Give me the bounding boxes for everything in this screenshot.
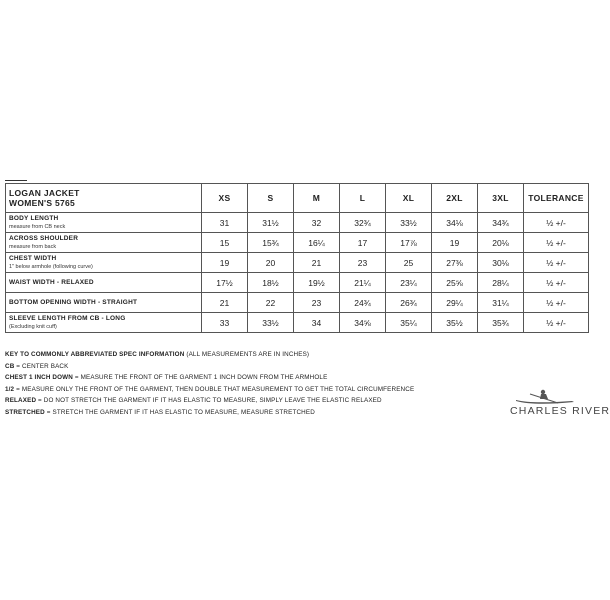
abbreviation-key xyxy=(5,349,475,418)
key-item xyxy=(5,384,475,396)
charles-river-logo xyxy=(510,388,610,422)
key-term: 1/2 xyxy=(5,385,15,393)
table-cell: 23 xyxy=(294,293,340,313)
column-header: 3XL xyxy=(478,184,524,213)
table-cell: 19½ xyxy=(294,273,340,293)
row-label xyxy=(6,293,202,313)
key-heading: KEY TO COMMONLY ABBREVIATED SPEC INFORMATION (ALL MEASUREMENTS ARE IN INCHES) xyxy=(5,351,310,358)
table-cell: 31 xyxy=(202,213,248,233)
key-item xyxy=(5,372,475,384)
table-cell: 17⅞ xyxy=(386,233,432,253)
tolerance-cell: ½ +/- xyxy=(524,273,589,293)
key-definition: = DO NOT STRETCH THE GARMENT IF IT HAS ELASTIC TO MEASURE, SIMPLY LEAVE THE ELASTIC RELAXED xyxy=(36,397,382,404)
table-cell: 33 xyxy=(202,313,248,333)
key-definition: = STRETCH THE GARMENT IF IT HAS ELASTIC TO MEASURE, MEASURE STRETCHED xyxy=(44,408,315,416)
table-cell: 28¼ xyxy=(478,273,524,293)
table-cell: 21 xyxy=(202,293,248,313)
table-cell: 22 xyxy=(248,293,294,313)
table-cell: 17 xyxy=(340,233,386,253)
table-cell: 30⅛ xyxy=(478,253,524,273)
row-label xyxy=(6,233,202,253)
column-header: L xyxy=(340,184,386,213)
key-definition: = MEASURE THE FRONT OF THE GARMENT 1 INCH DOWN FROM THE ARMHOLE xyxy=(72,374,328,381)
table-cell: 19 xyxy=(432,233,478,253)
table-cell: 34¾ xyxy=(478,213,524,233)
table-cell: 18½ xyxy=(248,273,294,293)
key-definition: = MEASURE ONLY THE FRONT OF THE GARMENT, THEN DOUBLE THAT MEASUREMENT TO GET THE TOTAL CIRCUMFERENCE xyxy=(14,385,415,393)
measurement-name: SLEEVE LENGTH FROM CB - LONG xyxy=(9,314,126,322)
key-term: CHEST 1 INCH DOWN xyxy=(5,374,73,381)
product-style: WOMEN'S 5765 xyxy=(9,198,76,208)
column-header: S xyxy=(248,184,294,213)
table-row xyxy=(6,253,589,273)
table-header-row xyxy=(6,184,589,213)
table-row xyxy=(6,293,589,313)
table-cell: 32¾ xyxy=(340,213,386,233)
key-term: STRETCHED xyxy=(5,408,45,416)
key-item xyxy=(5,361,475,373)
table-row xyxy=(6,213,589,233)
table-cell: 20⅛ xyxy=(478,233,524,253)
measurement-note: (Excluding knit cuff) xyxy=(9,323,57,330)
measurement-name: ACROSS SHOULDER xyxy=(9,234,79,242)
key-term: RELAXED xyxy=(5,397,37,404)
column-header: TOLERANCE xyxy=(524,184,589,213)
table-title xyxy=(6,184,202,213)
table-cell: 15¾ xyxy=(248,233,294,253)
table-cell: 31½ xyxy=(248,213,294,233)
table-cell: 31¼ xyxy=(478,293,524,313)
tolerance-cell: ½ +/- xyxy=(524,213,589,233)
column-header: XL xyxy=(386,184,432,213)
table-cell: 32 xyxy=(294,213,340,233)
table-cell: 34⅝ xyxy=(340,313,386,333)
table-cell: 29¼ xyxy=(432,293,478,313)
key-item xyxy=(5,395,475,407)
table-cell: 33½ xyxy=(386,213,432,233)
row-label xyxy=(6,213,202,233)
table-cell: 21 xyxy=(294,253,340,273)
tolerance-cell: ½ +/- xyxy=(524,293,589,313)
measurement-name: WAIST WIDTH - RELAXED xyxy=(9,279,94,286)
brand-name: CHARLES RIVER xyxy=(510,405,610,417)
table-cell: 20 xyxy=(248,253,294,273)
table-cell: 33½ xyxy=(248,313,294,333)
measurement-note: 1" below armhole (following curve) xyxy=(9,263,93,270)
table-row xyxy=(6,273,589,293)
table-cell: 26¾ xyxy=(386,293,432,313)
table-cell: 19 xyxy=(202,253,248,273)
top-rule xyxy=(5,180,27,181)
table-cell: 15 xyxy=(202,233,248,253)
column-header: M xyxy=(294,184,340,213)
key-item xyxy=(5,407,475,419)
measurement-note: measure from back xyxy=(9,243,57,250)
size-spec-table xyxy=(5,183,589,333)
table-cell: 24¾ xyxy=(340,293,386,313)
table-cell: 25 xyxy=(386,253,432,273)
table-cell: 21¼ xyxy=(340,273,386,293)
table-cell: 17½ xyxy=(202,273,248,293)
column-header: 2XL xyxy=(432,184,478,213)
measurement-name: BOTTOM OPENING WIDTH - STRAIGHT xyxy=(9,299,138,306)
tolerance-cell: ½ +/- xyxy=(524,233,589,253)
row-label xyxy=(6,273,202,293)
measurement-note: measure from CB neck xyxy=(9,223,66,230)
row-label xyxy=(6,313,202,333)
tolerance-cell: ½ +/- xyxy=(524,313,589,333)
table-row xyxy=(6,233,589,253)
tolerance-cell: ½ +/- xyxy=(524,253,589,273)
table-cell: 35¼ xyxy=(386,313,432,333)
column-header: XS xyxy=(202,184,248,213)
product-name: LOGAN JACKET xyxy=(9,188,80,198)
rower-icon xyxy=(510,388,600,406)
table-cell: 23 xyxy=(340,253,386,273)
table-cell: 34 xyxy=(294,313,340,333)
table-cell: 35½ xyxy=(432,313,478,333)
table-row xyxy=(6,313,589,333)
table-cell: 34⅛ xyxy=(432,213,478,233)
row-label xyxy=(6,253,202,273)
table-cell: 16¼ xyxy=(294,233,340,253)
table-cell: 35¾ xyxy=(478,313,524,333)
table-cell: 23¼ xyxy=(386,273,432,293)
measurement-name: BODY LENGTH xyxy=(9,214,59,222)
table-cell: 25⅝ xyxy=(432,273,478,293)
measurement-name: CHEST WIDTH xyxy=(9,254,57,262)
table-cell: 27⅜ xyxy=(432,253,478,273)
key-definition: = CENTER BACK xyxy=(14,362,69,370)
key-term: CB xyxy=(5,362,15,370)
